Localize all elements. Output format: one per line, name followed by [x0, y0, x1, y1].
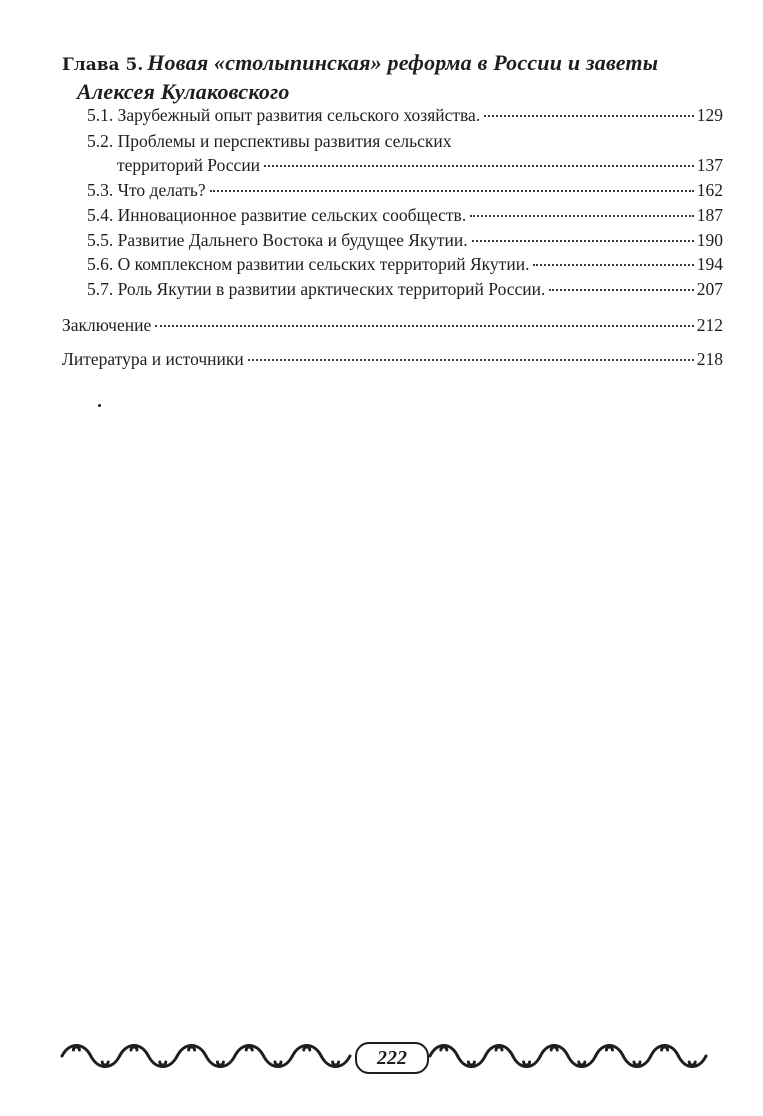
toc-entry-page: 194 [696, 254, 723, 274]
toc-entry-5-5 [87, 228, 723, 252]
dot-leader [210, 190, 694, 192]
toc-entry-label: 5.7. Роль Якутии в развитии арктических территорий России. [87, 279, 546, 299]
toc-entry-label: 5.3. Что делать? [87, 180, 206, 200]
dot-leader [549, 289, 693, 291]
dot-leader [264, 165, 694, 167]
toc-entry-page: 137 [696, 155, 723, 175]
toc-entry-page: 162 [696, 180, 723, 200]
toc-entry-page: 129 [696, 105, 723, 125]
toc-entry-label: 5.6. О комплексном развитии сельских территорий Якутии. [87, 254, 530, 274]
toc-entry-label: 5.4. Инновационное развитие сельских сообществ. [87, 205, 467, 225]
dot-leader [533, 264, 693, 266]
chapter-title-line2: Алексея Кулаковского [77, 79, 290, 104]
ornament-right-band [430, 1046, 706, 1067]
toc-section-conclusion [62, 313, 723, 337]
toc-section-page: 212 [696, 315, 723, 335]
stray-mark [98, 404, 101, 407]
toc-section-references [62, 347, 723, 371]
toc-entry-continuation: территорий России [117, 155, 261, 175]
toc-entry-5-2-line1 [87, 129, 451, 153]
ornament-left-band [62, 1046, 350, 1067]
toc-section-label: Литература и источники [62, 349, 244, 369]
chapter-prefix: Глава 5. [62, 55, 144, 75]
toc-section-label: Заключение [62, 315, 152, 335]
toc-entry-page: 187 [696, 205, 723, 225]
dot-leader [484, 115, 694, 117]
toc-entry-5-7 [87, 277, 723, 301]
toc-entry-label: 5.2. Проблемы и перспективы развития сельских [87, 131, 452, 151]
toc-entry-5-6 [87, 252, 723, 276]
toc-entry-5-2 [117, 153, 723, 177]
chapter-heading [62, 50, 722, 108]
toc-entry-5-1 [87, 103, 723, 127]
toc-entry-page: 190 [696, 230, 723, 250]
toc-entry-5-4 [87, 203, 723, 227]
page-number: 222 [355, 1042, 429, 1074]
toc-entry-page: 207 [696, 279, 723, 299]
toc-section-page: 218 [696, 349, 723, 369]
dot-leader [472, 240, 694, 242]
toc-entry-5-3 [87, 178, 723, 202]
dot-leader [470, 215, 694, 217]
chapter-title-line1: Новая «столыпинская» реформа в России и заветы [147, 50, 659, 75]
toc-entry-label: 5.5. Развитие Дальнего Востока и будущее Якутии. [87, 230, 468, 250]
dot-leader [248, 359, 694, 361]
dot-leader [155, 325, 694, 327]
toc-entry-label: 5.1. Зарубежный опыт развития сельского хозяйства. [87, 105, 481, 125]
